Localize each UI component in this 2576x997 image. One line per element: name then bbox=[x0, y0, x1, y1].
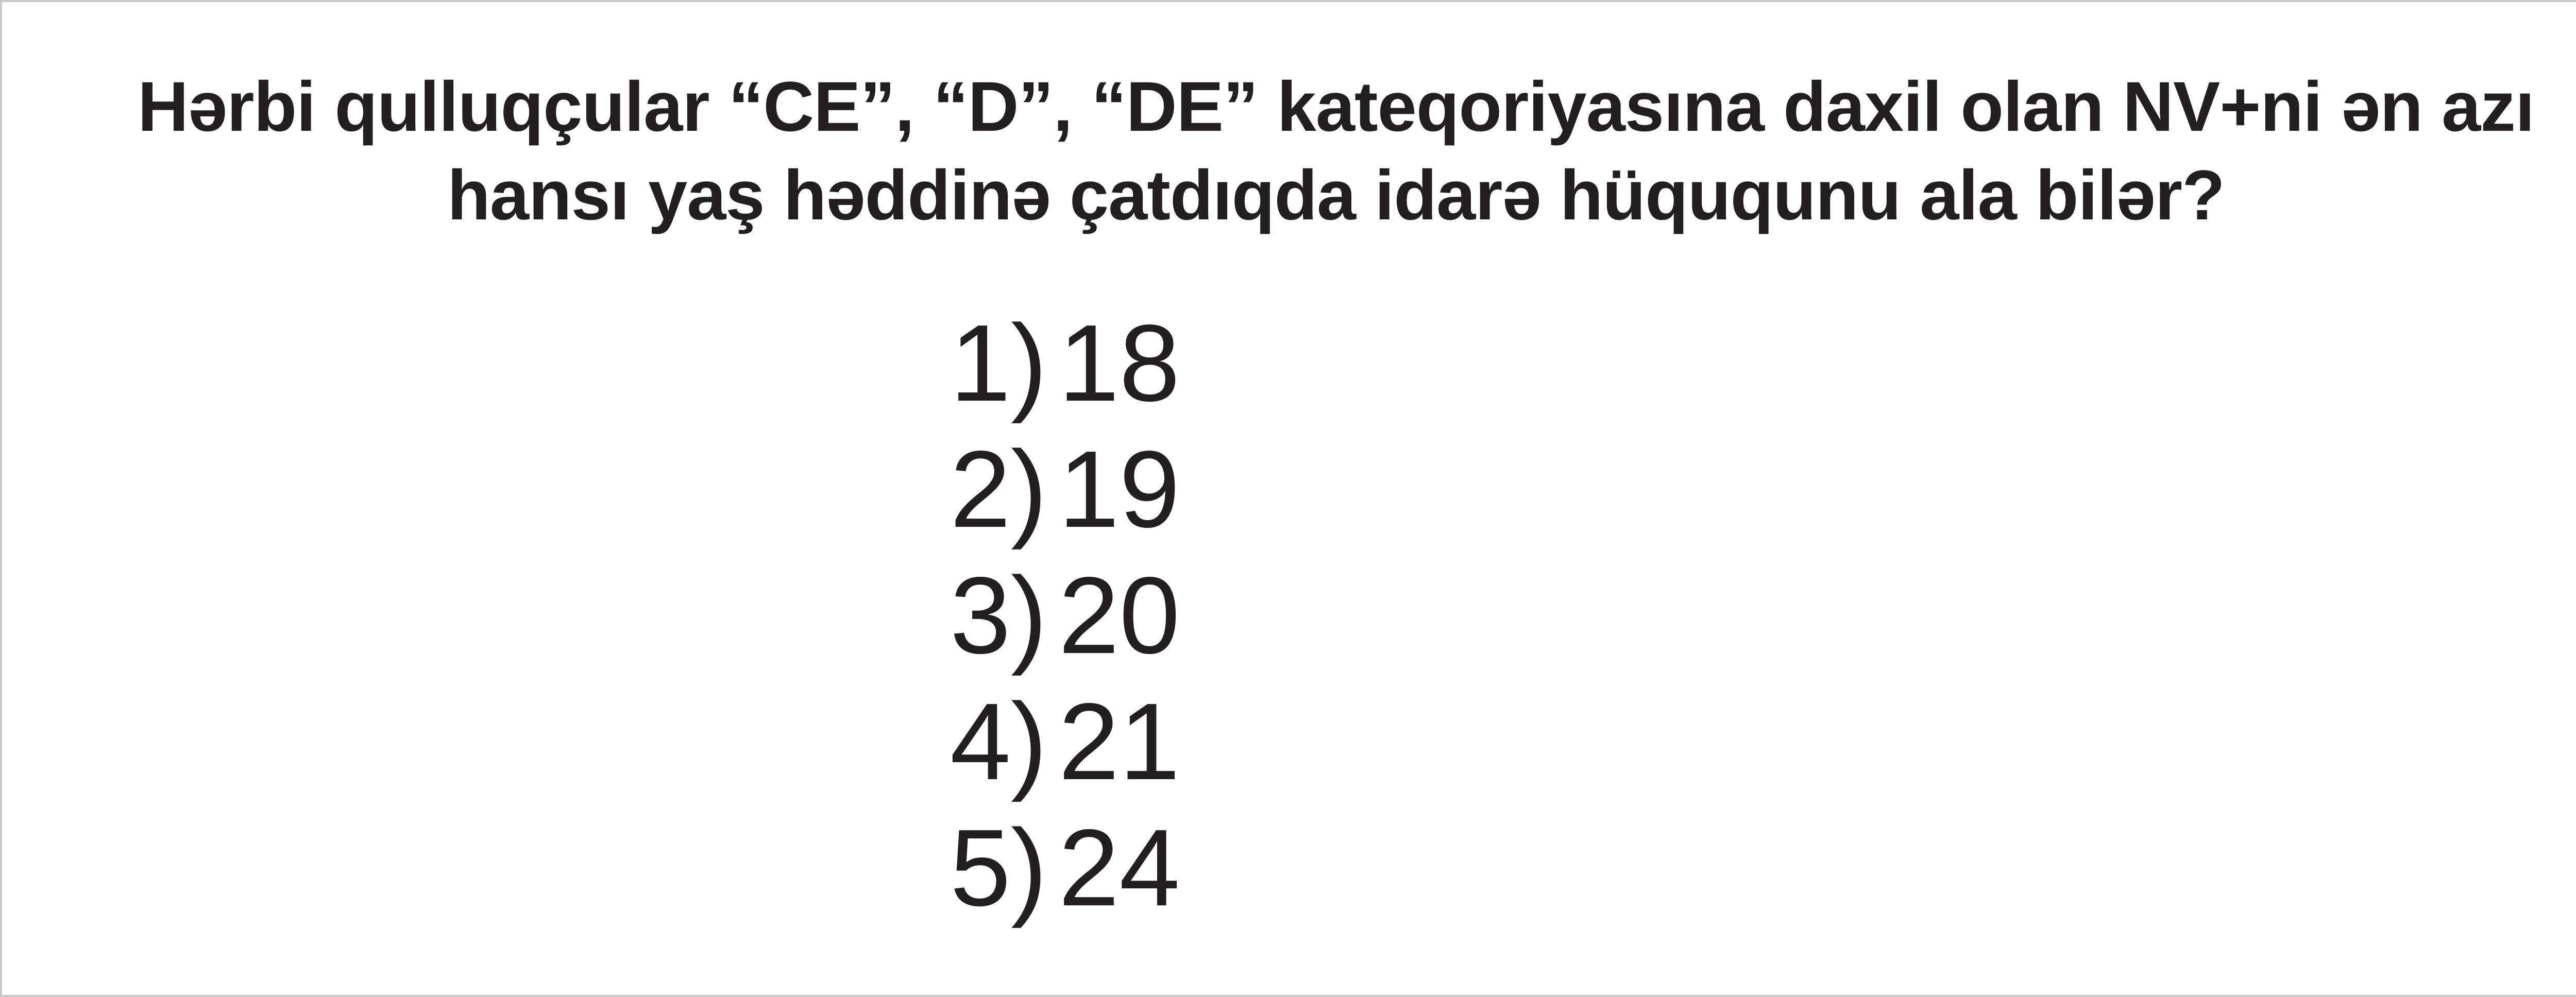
option-number: 5) bbox=[950, 806, 1047, 929]
answer-option-4[interactable] bbox=[950, 678, 1180, 804]
answer-option-3[interactable] bbox=[950, 552, 1180, 678]
answer-option-2[interactable] bbox=[950, 426, 1180, 552]
answer-option-5[interactable] bbox=[950, 804, 1180, 931]
option-number: 2) bbox=[950, 428, 1047, 550]
option-number: 4) bbox=[950, 680, 1047, 802]
option-value: 21 bbox=[1058, 680, 1180, 802]
question-line-1: Hərbi qulluqçular “CE”, “D”, “DE” kateqoriyasına daxil olan NV+ni ən azı bbox=[138, 67, 2534, 146]
option-value: 19 bbox=[1058, 428, 1180, 550]
question-line-2: hansı yaş həddinə çatdıqda idarə hüququnu ala bilər? bbox=[447, 156, 2225, 235]
option-value: 24 bbox=[1058, 806, 1180, 929]
question-text bbox=[2, 63, 2576, 240]
option-value: 20 bbox=[1058, 554, 1180, 676]
option-value: 18 bbox=[1058, 302, 1180, 424]
option-number: 1) bbox=[950, 302, 1047, 424]
answer-option-1[interactable] bbox=[950, 300, 1180, 426]
answer-options bbox=[950, 300, 1180, 931]
option-number: 3) bbox=[950, 554, 1047, 676]
